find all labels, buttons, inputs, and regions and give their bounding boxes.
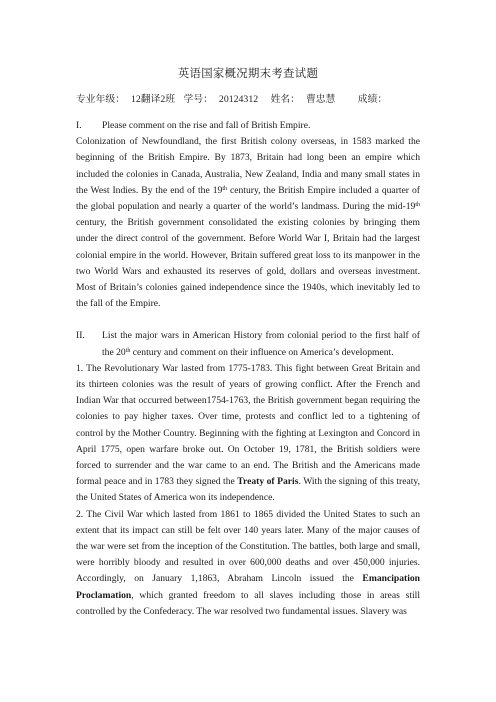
question-2-prompt-a: List the major wars in American History from colonial period to the first half of the 20 [102, 330, 420, 358]
grade-label: 成绩： [357, 94, 388, 105]
answer-1-sup-1: th [222, 185, 227, 192]
treaty-of-paris-term: Treaty of Paris [237, 476, 299, 488]
id-label: 学号： [183, 94, 213, 105]
question-2-sup: th [125, 347, 131, 354]
major-label: 专业年级： [76, 94, 125, 105]
question-1 [76, 118, 420, 134]
question-1-prompt: Please comment on the rise and fall of British Empire. [102, 120, 311, 131]
question-2 [76, 328, 420, 360]
student-info [76, 92, 476, 108]
question-2-prompt-b: century and comment on their influence on America’s development. [130, 346, 394, 358]
name-label: 姓名： [270, 94, 300, 105]
answer-1-sup-2: th [415, 202, 420, 209]
answer-2-p1-text-a: 1. The Revolutionary War lasted from 1775-1783. This fight between Great Britain and its thirteen colonies was the result of years of growing conflict. After the French and Indian War that occurred between1754-1763, the British government began requiring the colonies to pay higher taxes. Over time, protests and conflict led to a tightening of control by the Mother Country. Beginning with the fighting at Lexington and Concord in April 1775, open warfare broke out. On October 19, 1781, the British soldiers were forced to surrender and the war came to an end. The British and the Americans made formal peace and in 1783 they signed the [76, 362, 420, 488]
major-value: 12翻译2班 [130, 94, 176, 105]
answer-1-text-b: century, the British Empire included a quarter of the global population and nearly a quarter of the world’s landmass. During the mid-19 [76, 184, 420, 213]
answer-2-p2-text-a: 2. The Civil War which lasted from 1861 to 1865 divided the United States to such an extent that its impact can still be felt over 140 years later. Many of the major causes of the war were set from the inception of the Constitution. The battles, both large and small, were horribly bloody and resulted in over 600,000 deaths and over 450,000 injuries. Accordingly, on January 1,1863, Abraham Lincoln issued the [76, 508, 420, 585]
answer-2-paragraph-2 [76, 507, 420, 620]
section-spacer [76, 312, 420, 328]
question-1-number: I. [76, 120, 82, 131]
answer-1-text-c: century, the British government consolidated the existing colonies by bringing them under the direct control of the government. Before World War I, Britain had the largest colonial empire in the world. However, Britain suffered great loss to its manpower in the two World Wars and exhausted its reserves of gold, dollars and overseas investment. Most of Britain’s colonies gained independence since the 1940s, which inevitably led to the fall of the Empire. [76, 217, 420, 310]
question-2-number: II. [76, 330, 85, 342]
name-value: 曹忠慧 [305, 94, 336, 105]
id-value: 20124312 [218, 94, 259, 105]
exam-content [76, 118, 420, 620]
answer-2-paragraph-1 [76, 361, 420, 507]
answer-1-text-a: Colonization of Newfoundland, the first British colony overseas, in 1583 marked the beginning of the British Empire. By 1873, Britain had long been an empire which included the colonies in Canada, Australia, New Zealand, India and many small states in the West Indies. By the end of the 19 [76, 136, 420, 196]
question-2-prompt [102, 328, 420, 360]
answer-2-p2-text-b: , which granted freedom to all slaves including those in areas still controlled by the Confederacy. The war resolved two fundamental issues. Slavery was [76, 589, 420, 617]
answer-2-p1-text-b: . With the signing of this treaty, the United States of America won its independence. [76, 476, 420, 504]
page-title: 英语国家概况期末考查试题 [177, 68, 319, 80]
answer-1-paragraph [76, 134, 420, 312]
emancipation-proclamation-term: Emancipation Proclamation [76, 573, 420, 601]
